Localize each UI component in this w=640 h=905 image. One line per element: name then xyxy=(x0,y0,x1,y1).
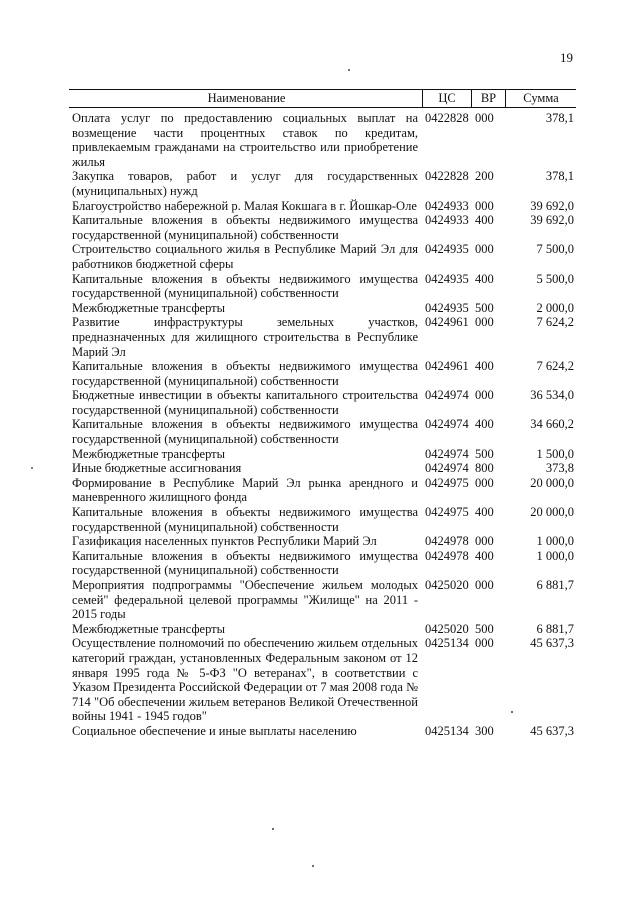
row-sum: 39 692,0 xyxy=(530,198,574,213)
row-name: Бюджетные инвестиции в объекты капитального строительства государственной (муниципальной) собственности xyxy=(72,388,418,417)
row-cs: 0424935 xyxy=(425,300,469,315)
row-sum: 373,8 xyxy=(545,461,574,476)
row-cs: 0425020 xyxy=(425,578,469,592)
row-name: Осуществление полномочий по обеспечению жильем отдельных категорий граждан, установленных Федеральным законом от 12 января 1995 года № 5-ФЗ "О ветеранах", в соответствии с Указом Президента Российской Федерации от 7 мая 2008 года № 714 "Об обеспечении жильем ветеранов Великой Отечественной войны 1941 - 1945 годов" xyxy=(72,636,418,724)
scan-speck xyxy=(348,69,350,71)
row-vr: 000 xyxy=(475,315,494,330)
row-sum: 378,1 xyxy=(545,169,574,184)
row-sum: 45 637,3 xyxy=(530,636,574,651)
row-name: Благоустройство набережной р. Малая Кокшага в г. Йошкар-Оле xyxy=(72,198,417,213)
table-row xyxy=(69,461,576,476)
row-vr: 300 xyxy=(475,723,494,738)
row-cs: 0424933 xyxy=(425,198,469,213)
row-vr: 000 xyxy=(475,636,494,651)
table-row xyxy=(69,417,576,446)
row-name: Межбюджетные трансферты xyxy=(72,446,226,461)
row-sum: 39 692,0 xyxy=(530,213,574,228)
row-sum: 1 000,0 xyxy=(536,534,574,549)
row-cs: 0424974 xyxy=(425,461,469,476)
row-name: Мероприятия подпрограммы "Обеспечение жильем молодых семей" федеральной целевой программы "Жилище" на 2011 - 2015 годы xyxy=(72,578,418,622)
row-vr: 400 xyxy=(475,505,494,520)
table-row xyxy=(69,111,576,169)
row-name: Капитальные вложения в объекты недвижимого имущества государственной (муниципальной) собственности xyxy=(72,359,418,388)
row-sum: 2 000,0 xyxy=(536,300,574,315)
row-vr: 400 xyxy=(475,548,494,563)
table-row xyxy=(69,636,576,724)
row-sum: 45 637,3 xyxy=(530,723,574,738)
row-sum: 7 624,2 xyxy=(536,359,574,374)
row-vr: 400 xyxy=(475,359,494,374)
row-cs: 0424974 xyxy=(425,417,469,432)
row-vr: 400 xyxy=(475,271,494,286)
row-vr: 000 xyxy=(475,534,494,549)
header-vr: ВР xyxy=(471,90,505,107)
row-name: Развитие инфраструктуры земельных участков, предназначенных для жилищного строительства в Республике Марий Эл xyxy=(72,315,418,359)
row-name: Формирование в Республике Марий Эл рынка арендного и маневренного жилищного фонда xyxy=(72,475,418,505)
row-vr: 000 xyxy=(475,111,494,125)
row-name: Капитальные вложения в объекты недвижимого имущества государственной (муниципальной) собственности xyxy=(72,213,418,242)
table-row xyxy=(69,622,576,637)
table-row xyxy=(69,301,576,316)
table-row xyxy=(69,534,576,549)
row-sum: 7 500,0 xyxy=(536,242,574,257)
row-cs: 0425134 xyxy=(425,723,469,738)
table-row xyxy=(69,447,576,462)
table-body xyxy=(69,111,576,739)
row-name: Капитальные вложения в объекты недвижимого имущества государственной (муниципальной) собственности xyxy=(72,548,418,578)
header-cs: ЦС xyxy=(422,90,471,107)
row-vr: 000 xyxy=(475,388,494,403)
row-vr: 500 xyxy=(475,621,494,636)
row-name: Межбюджетные трансферты xyxy=(72,621,226,636)
row-name: Социальное обеспечение и иные выплаты населению xyxy=(72,723,357,738)
row-cs: 0424961 xyxy=(425,359,469,374)
row-cs: 0425134 xyxy=(425,636,469,651)
header-name: Наименование xyxy=(207,91,286,105)
table-row xyxy=(69,242,576,271)
table-row xyxy=(69,169,576,198)
row-name: Межбюджетные трансферты xyxy=(72,300,226,315)
table-header xyxy=(69,89,576,108)
row-cs: 0424974 xyxy=(425,388,469,403)
row-vr: 000 xyxy=(475,578,494,592)
row-vr: 400 xyxy=(475,417,494,432)
row-sum: 1 000,0 xyxy=(536,548,574,563)
row-name: Оплата услуг по предоставлению социальных выплат на возмещение части процентных ставок по кредитам, привлекаемым гражданами на строительство или приобретение жилья xyxy=(72,111,418,169)
row-sum: 20 000,0 xyxy=(530,475,574,490)
row-vr: 000 xyxy=(475,198,494,213)
row-vr: 200 xyxy=(475,169,494,184)
table-row xyxy=(69,388,576,417)
row-name: Строительство социального жилья в Республике Марий Эл для работников бюджетной сферы xyxy=(72,242,418,271)
header-sum: Сумма xyxy=(505,90,576,107)
table-row xyxy=(69,476,576,505)
table-row xyxy=(69,272,576,301)
row-sum: 34 660,2 xyxy=(530,417,574,432)
row-vr: 400 xyxy=(475,213,494,228)
row-sum: 5 500,0 xyxy=(536,271,574,286)
table-row xyxy=(69,199,576,214)
row-name: Газификация населенных пунктов Республики Марий Эл xyxy=(72,534,377,549)
row-vr: 500 xyxy=(475,300,494,315)
row-cs: 0424978 xyxy=(425,548,469,563)
row-sum: 378,1 xyxy=(545,111,574,125)
row-cs: 0424975 xyxy=(425,475,469,490)
table-row xyxy=(69,315,576,359)
table-row xyxy=(69,359,576,388)
row-name: Иные бюджетные ассигнования xyxy=(72,461,242,476)
row-sum: 7 624,2 xyxy=(536,315,574,330)
row-cs: 0424935 xyxy=(425,242,469,257)
row-cs: 0425020 xyxy=(425,621,469,636)
scan-speck xyxy=(312,865,314,867)
row-cs: 0424933 xyxy=(425,213,469,228)
row-sum: 6 881,7 xyxy=(536,621,574,636)
row-vr: 000 xyxy=(475,242,494,257)
row-sum: 6 881,7 xyxy=(536,578,574,592)
row-cs: 0424974 xyxy=(425,446,469,461)
row-name: Капитальные вложения в объекты недвижимого имущества государственной (муниципальной) собственности xyxy=(72,417,418,447)
table-row xyxy=(69,724,576,739)
table-row xyxy=(69,505,576,534)
row-cs: 0422828 xyxy=(425,169,469,184)
row-vr: 800 xyxy=(475,461,494,476)
row-cs: 0422828 xyxy=(425,111,469,125)
row-sum: 1 500,0 xyxy=(536,446,574,461)
budget-table xyxy=(69,89,576,739)
row-cs: 0424961 xyxy=(425,315,469,330)
table-row xyxy=(69,578,576,622)
row-name: Капитальные вложения в объекты недвижимого имущества государственной (муниципальной) собственности xyxy=(72,505,418,534)
table-row xyxy=(69,549,576,578)
row-name: Закупка товаров, работ и услуг для государственных (муниципальных) нужд xyxy=(72,169,418,198)
row-vr: 500 xyxy=(475,446,494,461)
scan-speck xyxy=(272,828,274,830)
row-sum: 20 000,0 xyxy=(530,505,574,520)
table-row xyxy=(69,213,576,242)
scan-speck xyxy=(511,711,513,713)
scan-speck xyxy=(31,467,33,469)
row-cs: 0424975 xyxy=(425,505,469,520)
page-number: 19 xyxy=(560,50,573,65)
row-sum: 36 534,0 xyxy=(530,388,574,403)
row-cs: 0424978 xyxy=(425,534,469,549)
row-vr: 000 xyxy=(475,475,494,490)
row-name: Капитальные вложения в объекты недвижимого имущества государственной (муниципальной) собственности xyxy=(72,271,418,301)
row-cs: 0424935 xyxy=(425,271,469,286)
